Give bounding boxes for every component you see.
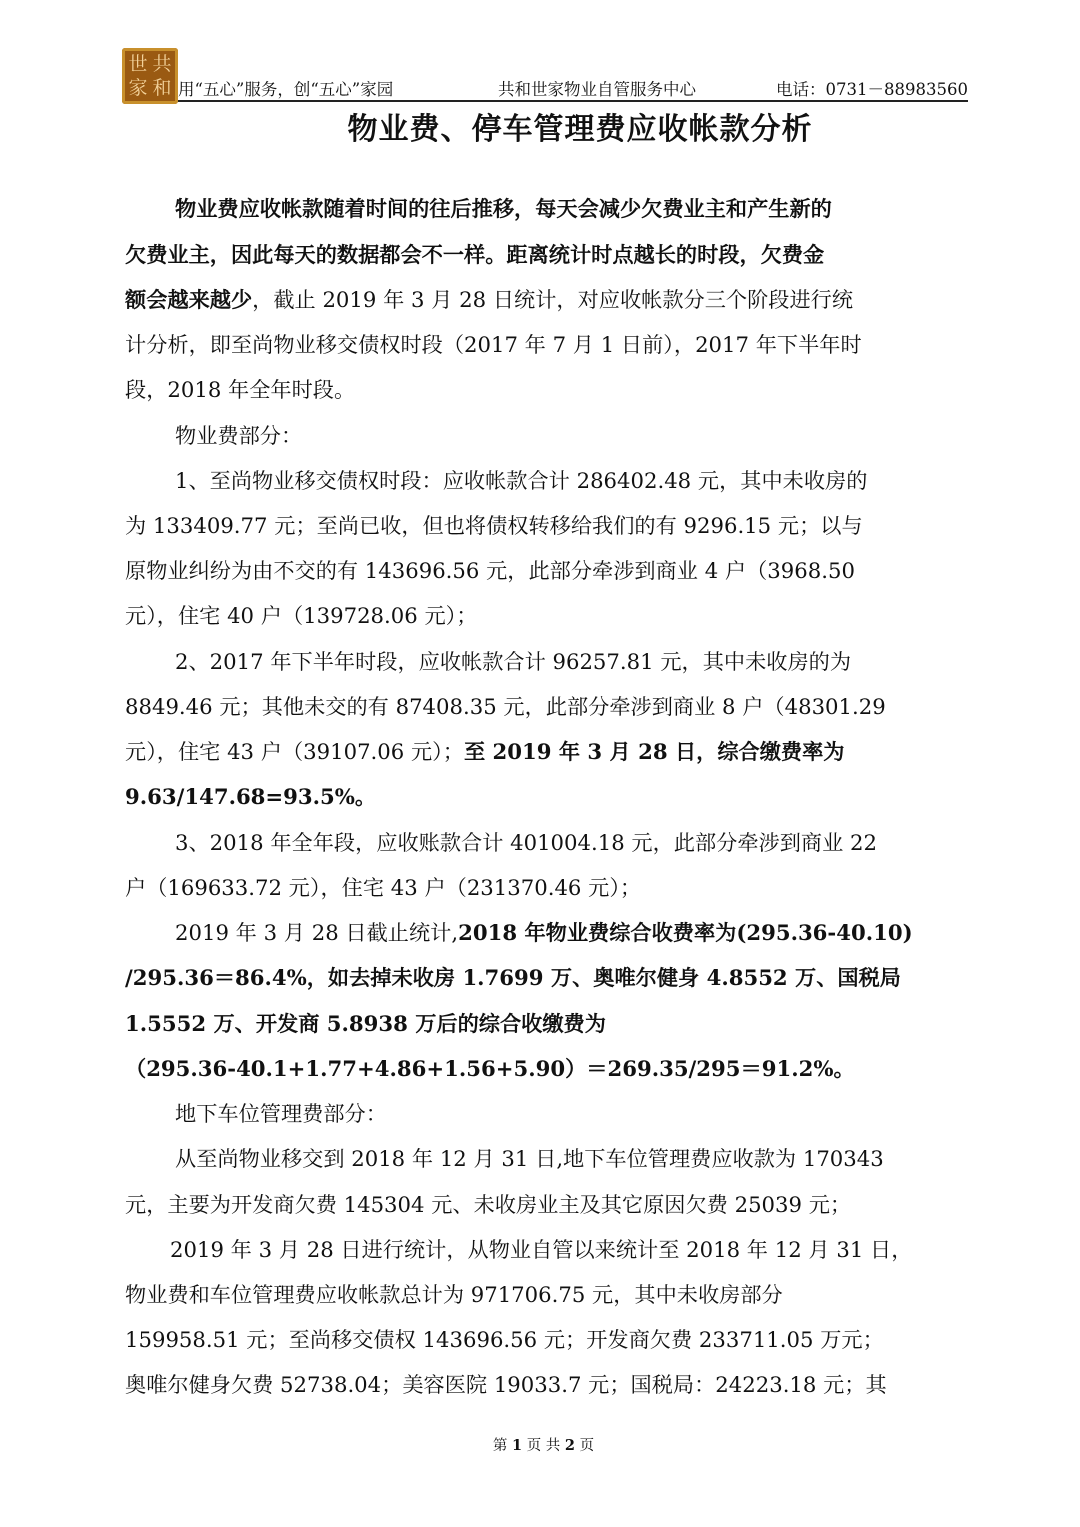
logo-char: 和 — [152, 76, 172, 99]
text-run: 至 2019 年 3 月 28 日，综合缴费率为 — [463, 739, 845, 764]
total-page-count: 2 — [564, 1437, 575, 1454]
body-line: 户（169633.72 元），住宅 43 户（231370.46 元）； — [125, 875, 642, 900]
section-heading: 地下车位管理费部分： — [175, 1101, 387, 1126]
header-organization: 共和世家物业自管服务中心 — [498, 80, 696, 99]
body-line: （295.36-40.1+1.77+4.86+1.56+5.90）＝269.35/295＝91.2%。 — [125, 1056, 855, 1081]
footer-label: 页 — [579, 1438, 595, 1454]
body-line: 从至尚物业移交到 2018 年 12 月 31 日,地下车位管理费应收款为 170343 — [175, 1146, 884, 1171]
header-phone: 电话：0731－88983560 — [776, 80, 968, 99]
body-line: 为 133409.77 元；至尚已收，但也将债权转移给我们的有 9296.15 元；以与 — [125, 513, 863, 538]
body-line: 奥唯尔健身欠费 52738.04；美容医院 19033.7 元；国税局：24223.18 元；其 — [125, 1372, 887, 1397]
body-line: /295.36＝86.4%，如去掉未收房 1.7699 万、奥唯尔健身 4.8552 万、国税局 — [125, 965, 901, 990]
header-slogan: 用“五心”服务，创“五心”家园 — [178, 80, 394, 99]
body-line — [125, 287, 853, 312]
text-run: 2019 年 3 月 28 日截止统计, — [175, 920, 459, 945]
body-line: 9.63/147.68=93.5%。 — [125, 784, 377, 809]
company-logo — [122, 48, 178, 104]
body-line: 物业费和车位管理费应收帐款总计为 971706.75 元，其中未收房部分 — [125, 1282, 783, 1307]
body-line: 原物业纠纷为由不交的有 143696.56 元，此部分牵涉到商业 4 户（3968.50 — [125, 558, 855, 583]
body-line: 计分析，即至尚物业移交债权时段（2017 年 7 月 1 日前），2017 年下半年时 — [125, 332, 862, 357]
body-line: 元，主要为开发商欠费 145304 元、未收房业主及其它原因欠费 25039 元； — [125, 1192, 852, 1217]
text-run: 2018 年物业费综合收费率为(295.36-40.10) — [458, 920, 913, 945]
text-run: 元），住宅 43 户（39107.06 元）； — [125, 739, 464, 764]
logo-char: 世 — [128, 52, 148, 75]
body-line: 段，2018 年全年时段。 — [125, 377, 356, 402]
body-line: 159958.51 元；至尚移交债权 143696.56 元；开发商欠费 233711.05 万元； — [125, 1327, 884, 1352]
body-line — [175, 920, 913, 945]
footer-label: 第 — [492, 1438, 508, 1454]
body-line — [125, 739, 844, 764]
body-line: 8849.46 元；其他未交的有 87408.35 元，此部分牵涉到商业 8 户（48301.29 — [125, 694, 886, 719]
body-line: 1.5552 万、开发商 5.8938 万后的综合收缴费为 — [125, 1011, 606, 1036]
header-divider — [178, 100, 968, 102]
text-run: 额会越来越少 — [125, 287, 253, 312]
body-line: 1、至尚物业移交债权时段：应收帐款合计 286402.48 元，其中未收房的 — [175, 468, 868, 493]
body-line: 2、2017 年下半年时段，应收帐款合计 96257.81 元，其中未收房的为 — [175, 649, 852, 674]
logo-char: 共 — [152, 52, 172, 75]
body-line: 2019 年 3 月 28 日进行统计，从物业自管以来统计至 2018 年 12 月 31 日， — [170, 1237, 913, 1262]
page-footer — [0, 1434, 1080, 1455]
body-line: 物业费应收帐款随着时间的往后推移，每天会减少欠费业主和产生新的 — [175, 196, 832, 221]
body-line: 元），住宅 40 户（139728.06 元）； — [125, 603, 478, 628]
current-page-number: 1 — [511, 1437, 523, 1454]
body-line: 3、2018 年全年段，应收账款合计 401004.18 元，此部分牵涉到商业 22 — [175, 830, 878, 855]
logo-char: 家 — [128, 76, 148, 99]
footer-label: 页 共 — [526, 1438, 561, 1454]
body-line: 欠费业主，因此每天的数据都会不一样。距离统计时点越长的时段，欠费金 — [125, 242, 825, 267]
text-run: ，截止 2019 年 3 月 28 日统计，对应收帐款分三个阶段进行统 — [252, 287, 854, 312]
document-title: 物业费、停车管理费应收帐款分析 — [347, 112, 813, 147]
page-header — [178, 76, 968, 100]
section-heading: 物业费部分： — [175, 423, 303, 448]
